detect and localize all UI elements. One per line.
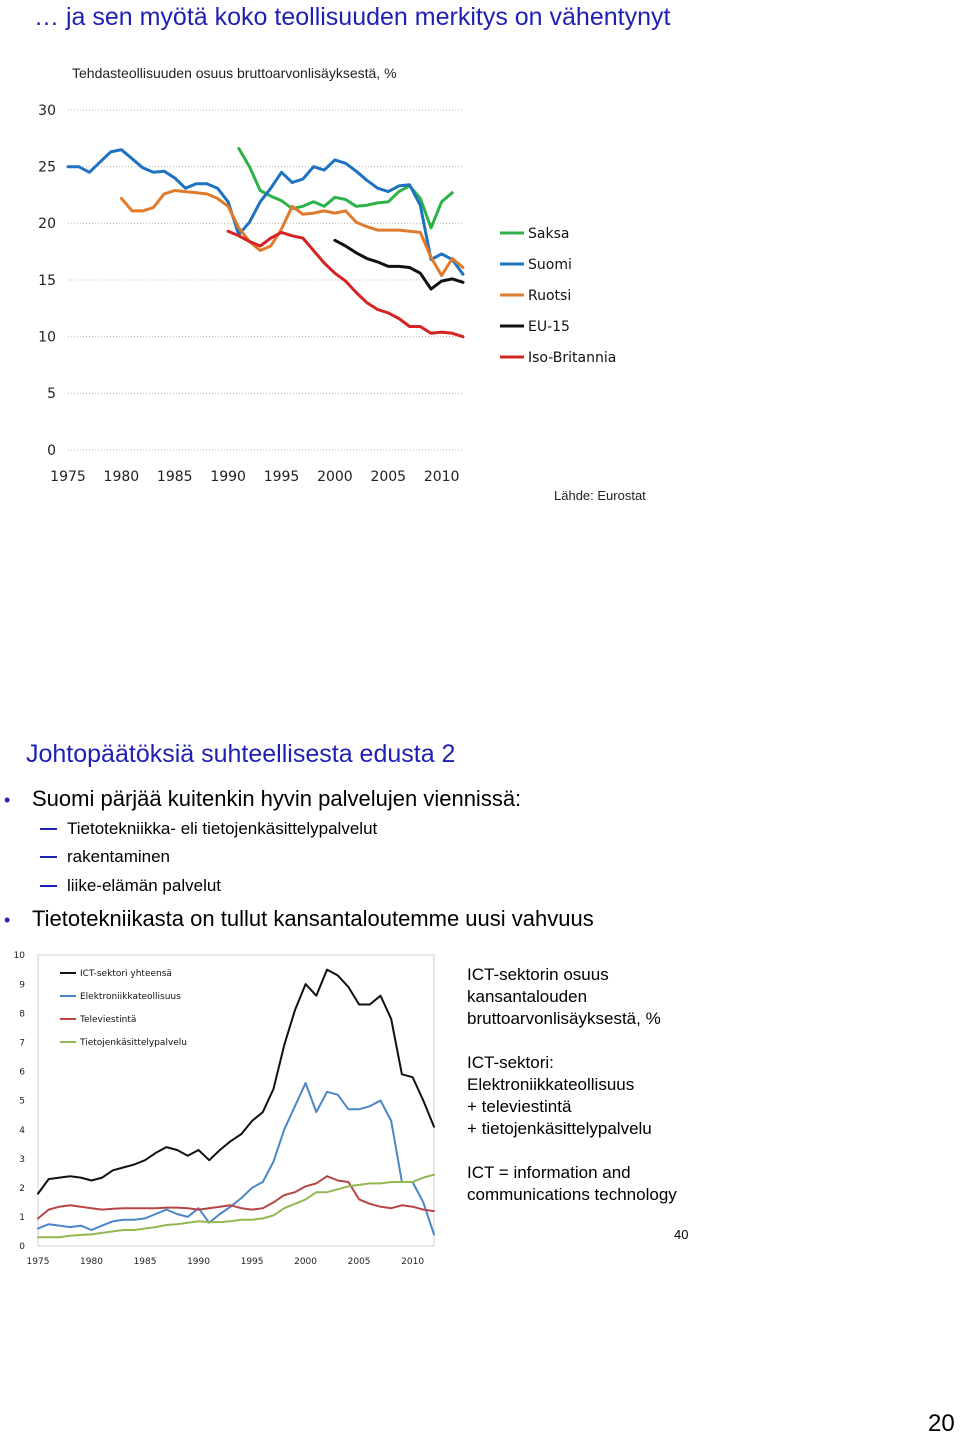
y-tick-label: 7 [19,1038,25,1049]
note-line: bruttoarvonlisäyksestä, % [467,1009,661,1028]
y-tick-label: 0 [47,442,56,459]
bullet-text: Suomi pärjää kuitenkin hyvin palvelujen viennissä: [32,786,522,811]
x-tick-label: 1980 [80,1257,103,1267]
y-tick-label: 8 [19,1009,25,1020]
y-tick-label: 9 [19,980,25,991]
legend-label: Ruotsi [528,287,572,304]
y-tick-label: 5 [47,386,56,403]
bullet-dot-icon: • [4,790,11,810]
y-tick-label: 30 [38,102,56,119]
y-tick-label: 4 [19,1125,25,1136]
y-tick-label: 0 [19,1242,25,1253]
page-number: 20 [928,1410,955,1437]
dash-icon [40,828,57,830]
bullet-text: Tietotekniikasta on tullut kansantaloutemme uusi vahvuus [32,906,594,931]
y-tick-label: 6 [19,1067,25,1078]
note-line: ICT-sektorin osuus [467,965,609,984]
legend-label: Televiestintä [80,1015,137,1026]
y-tick-label: 10 [38,329,56,346]
note-line: ICT = information and [467,1163,631,1182]
x-tick-label: 1990 [187,1257,210,1267]
sub-bullet-text: rakentaminen [67,847,171,866]
legend-label: EU-15 [528,318,570,335]
note-line: communications technology [467,1185,677,1204]
legend-label: Elektroniikkateollisuus [80,992,181,1003]
ict-notes [467,964,677,1206]
series-line [335,240,463,289]
sub-bullet-text: Tietotekniikka- eli tietojenkäsittelypalvelut [67,819,378,838]
bullet-services-export [4,786,521,812]
x-tick-label: 1990 [210,469,246,485]
x-tick-label: 1975 [26,1257,50,1267]
note-line: + tietojenkäsittelypalvelu [467,1119,652,1138]
manufacturing-share-chart [0,90,640,495]
slide2-title: Johtopäätöksiä suhteellisesta edusta 2 [26,740,456,768]
slide1-title: … ja sen myötä koko teollisuuden merkitys on vähentynyt [34,3,671,31]
x-tick-label: 2010 [401,1257,425,1267]
note-line: Elektroniikkateollisuus [467,1075,635,1094]
note-line: ICT-sektori: [467,1053,554,1072]
y-tick-label: 5 [19,1096,25,1107]
dash-icon [40,856,57,858]
x-tick-label: 1985 [156,469,193,485]
legend-label: Tietojenkäsittelypalvelu [80,1038,188,1049]
y-tick-label: 1 [19,1213,25,1224]
ict-share-chart [0,945,450,1270]
x-tick-label: 2000 [294,1257,318,1267]
y-tick-label: 2 [19,1183,25,1194]
dash-icon [40,885,57,887]
sub-bullet-business-services [40,876,221,896]
legend-label: Suomi [528,256,572,273]
x-tick-label: 1985 [133,1257,157,1267]
y-tick-label: 25 [38,159,56,176]
bullet-dot-icon: • [4,910,11,930]
x-tick-label: 2005 [347,1257,371,1267]
y-tick-label: 3 [19,1154,25,1165]
slide-number: 40 [674,1227,689,1242]
sub-bullet-text: liike-elämän palvelut [67,876,222,895]
x-tick-label: 2010 [423,469,460,485]
x-tick-label: 2000 [317,469,353,485]
legend-label: Saksa [528,225,570,242]
series-line [121,191,463,276]
x-tick-label: 1975 [50,469,86,485]
y-tick-label: 20 [38,216,56,233]
legend-label: Iso-Britannia [528,349,617,366]
bullet-it-strength [4,906,594,932]
x-tick-label: 1995 [240,1257,264,1267]
series-line [68,150,463,275]
x-tick-label: 1980 [103,469,140,485]
y-tick-label: 10 [13,951,25,962]
x-tick-label: 1995 [263,469,300,485]
chart1-caption: Tehdasteollisuuden osuus bruttoarvonlisäyksestä, % [72,65,397,81]
sub-bullet-it-services [40,819,377,839]
series-line [38,970,434,1194]
sub-bullet-construction [40,847,170,867]
legend-label: ICT-sektori yhteensä [80,969,172,980]
note-line: kansantalouden [467,987,588,1006]
series-line [38,1083,434,1234]
x-tick-label: 2005 [370,469,407,485]
note-line: + televiestintä [467,1097,572,1116]
source-note: Lähde: Eurostat [554,488,646,503]
y-tick-label: 15 [38,272,56,289]
